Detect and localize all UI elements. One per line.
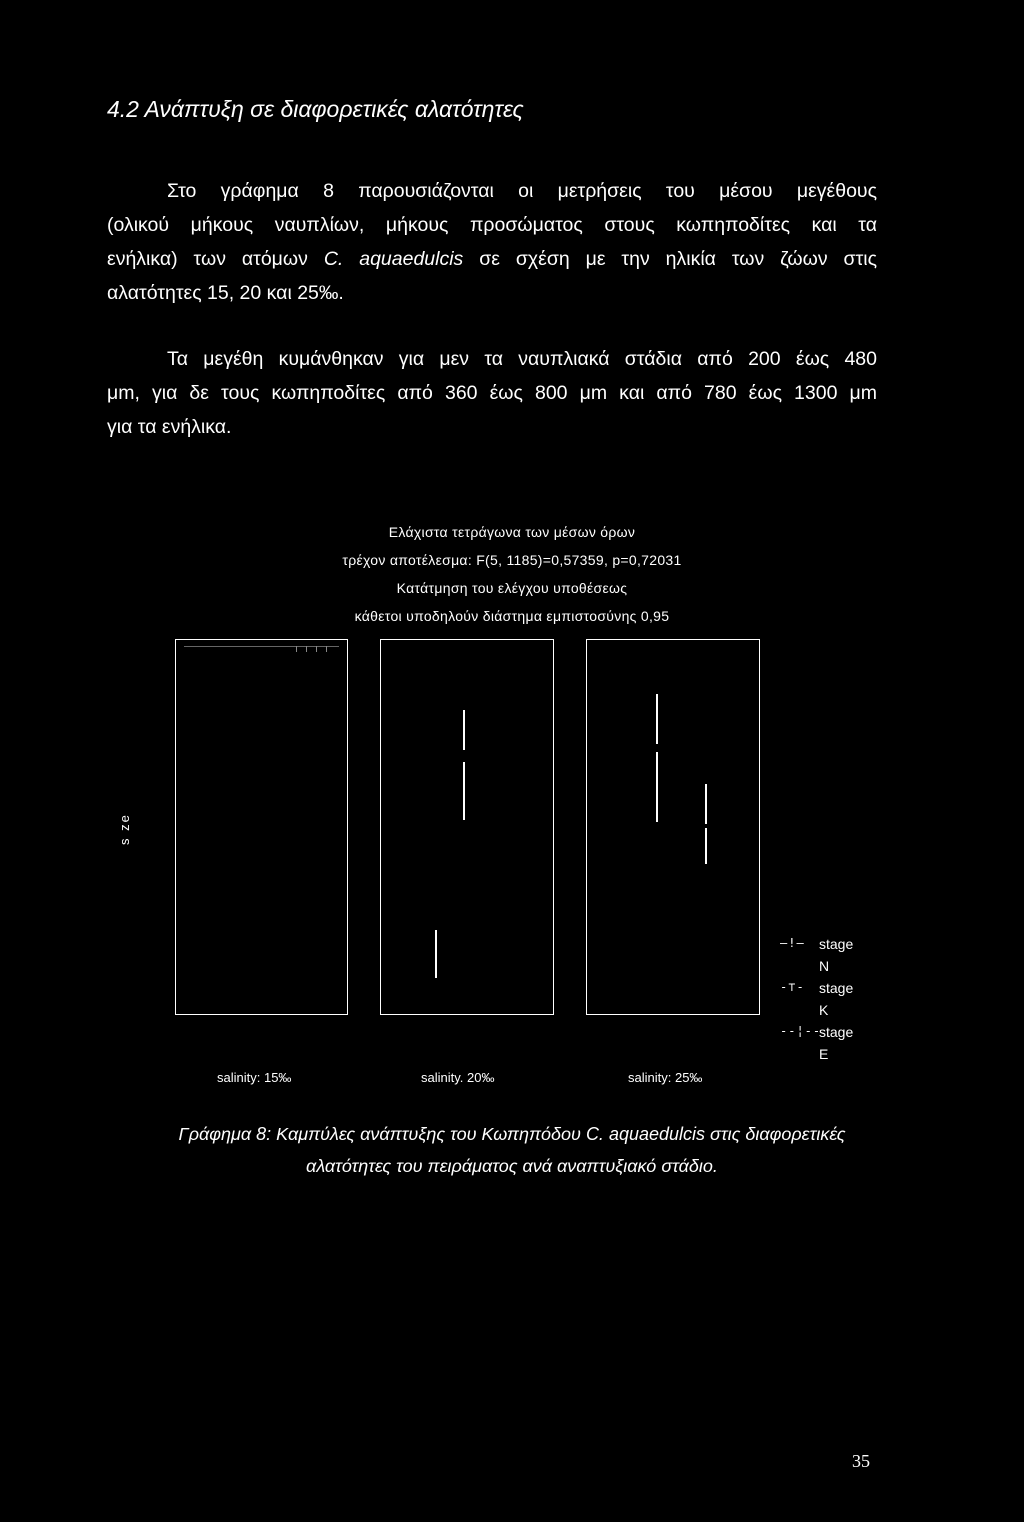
panel-label-15: salinity: 15‰ [217, 1070, 292, 1085]
y-axis-label: s ze [117, 813, 132, 845]
legend-symbol-n: —!— [780, 936, 805, 950]
paragraph-1 [107, 174, 877, 310]
section-heading: 4.2 Ανάπτυξη σε διαφορετικές αλατότητες [107, 96, 524, 122]
paragraph-2-line-2: μm, για δε τους κωπηποδίτες από 360 έως 800 μm και από 780 έως 1300 μm [107, 382, 877, 404]
panel-salinity-20 [380, 639, 554, 1015]
error-bar [463, 710, 465, 750]
panel-label-20: salinity. 20‰ [421, 1070, 495, 1085]
stat-line-4: κάθετοι υποδηλούν διάστημα εμπιστοσύνης 0,95 [354, 608, 670, 624]
tick-mark [316, 646, 317, 652]
error-bar [705, 828, 707, 864]
stat-line-3: Κατάτμηση του ελέγχου υποθέσεως [396, 580, 628, 596]
paragraph-2-line-3: για τα ενήλικα. [107, 416, 232, 438]
legend-label-k-2: K [819, 1002, 829, 1018]
tick-mark [296, 646, 297, 652]
legend-label-e-1: stage [819, 1024, 854, 1040]
panel-salinity-15 [175, 639, 348, 1015]
tick-mark [306, 646, 307, 652]
legend-symbol-k: -⊤- [780, 980, 805, 994]
legend-label-n-2: N [819, 958, 830, 974]
error-bar [463, 762, 465, 820]
paragraph-2 [107, 342, 877, 444]
error-bar [656, 752, 658, 822]
stat-line-1: Ελάχιστα τετράγωνα των μέσων όρων [388, 524, 636, 540]
error-bar [435, 930, 437, 978]
paragraph-1-line-3-start: ενήλικα) των ατόμων [107, 248, 324, 270]
legend-label-k-1: stage [819, 980, 854, 996]
panel-salinity-25 [586, 639, 760, 1015]
paragraph-1-line-4: αλατότητες 15, 20 και 25‰. [107, 282, 344, 304]
page-number: 35 [852, 1451, 870, 1471]
paragraph-2-line-1: Τα μεγέθη κυμάνθηκαν για μεν τα ναυπλιακά στάδια από 200 έως 480 [167, 348, 877, 370]
caption-line-1-end: στις διαφορετικές [705, 1124, 846, 1144]
tick-mark [326, 646, 327, 652]
paragraph-1-line-2: (ολικού μήκους ναυπλίων, μήκους προσώματος στους κωπηποδίτες και τα [107, 214, 877, 236]
paragraph-1-line-3-end: σε σχέση με την ηλικία των ζώων στις [463, 248, 878, 270]
legend-label-n-1: stage [819, 936, 854, 952]
species-name: C. aquaedulcis [323, 248, 464, 270]
caption-line-2: αλατότητες του πειράματος ανά αναπτυξιακό στάδιο. [306, 1156, 718, 1176]
figure-caption [100, 1118, 924, 1182]
panel-label-25: salinity: 25‰ [628, 1070, 703, 1085]
legend-symbol-e: --¦-- [780, 1024, 822, 1038]
caption-species-name: C. aquaedulcis [585, 1124, 706, 1144]
stat-line-2: τρέχον αποτέλεσμα: F(5, 1185)=0,57359, p=0,72031 [342, 552, 682, 568]
caption-line-1-start: Γράφημα 8: Καμπύλες ανάπτυξης του Κωπηπόδου [178, 1124, 586, 1144]
error-bar [705, 784, 707, 824]
error-bar [656, 694, 658, 744]
legend-label-e-2: E [819, 1046, 829, 1062]
paragraph-1-line-1: Στο γράφημα 8 παρουσιάζονται οι μετρήσεις του μέσου μεγέθους [167, 180, 877, 202]
